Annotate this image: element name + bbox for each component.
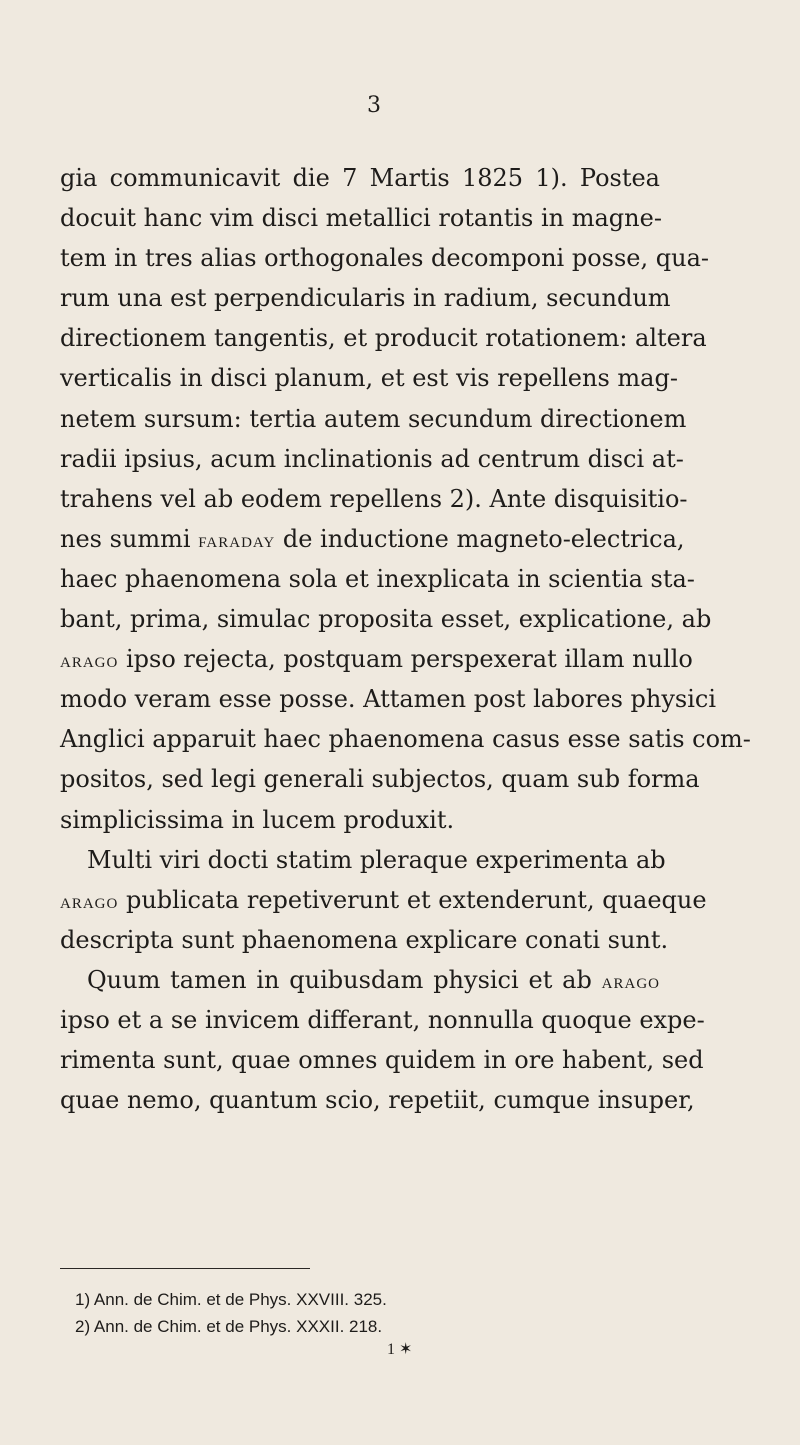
signature-mark: 1 ✶ [387, 1341, 413, 1358]
text-line: docuit hanc vim disci metallici rotantis in magne- [60, 204, 662, 233]
text-line [60, 960, 660, 1000]
footnote: 2) Ann. de Chim. et de Phys. XXXII. 218. [75, 1317, 383, 1336]
footnote-divider [60, 1268, 310, 1269]
text-line: tem in tres alias orthogonales decomponi posse, qua- [60, 244, 709, 273]
body-text [60, 158, 751, 1120]
text-line: modo veram esse posse. Attamen post labores physici [60, 685, 717, 714]
text-line: trahens vel ab eodem repellens 2). Ante disquisitio- [60, 484, 688, 513]
text-line [60, 639, 693, 679]
text-segment: ipso rejecta, postquam perspexerat illam nullo [118, 645, 693, 674]
text-line: rum una est perpendicularis in radium, secundum [60, 284, 671, 313]
text-line: rimenta sunt, quae omnes quidem in ore habent, sed [60, 1046, 704, 1075]
text-line [60, 519, 685, 559]
text-segment: Quum tamen in quibusdam physici et ab [87, 965, 602, 994]
text-line: Multi viri docti statim pleraque experimenta ab [87, 845, 666, 874]
footnote: 1) Ann. de Chim. et de Phys. XXVIII. 325. [75, 1290, 387, 1309]
text-line: bant, prima, simulac proposita esset, explicatione, ab [60, 605, 712, 634]
text-line: Anglici apparuit haec phaenomena casus esse satis com- [60, 725, 751, 754]
page-number: 3 [367, 93, 381, 118]
text-line: positos, sed legi generali subjectos, quam sub forma [60, 765, 700, 794]
author-name-arago: ARAGO [60, 895, 119, 912]
text-line: netem sursum: tertia autem secundum directionem [60, 404, 687, 433]
text-line: descripta sunt phaenomena explicare conati sunt. [60, 925, 669, 954]
text-line: simplicissima in lucem produxit. [60, 805, 455, 834]
text-line [60, 880, 707, 920]
author-name-arago: ARAGO [60, 655, 119, 672]
text-segment: de inductione magneto-electrica, [275, 524, 685, 553]
author-name-arago: ARAGO [601, 975, 660, 992]
text-line: quae nemo, quantum scio, repetiit, cumque insuper, [60, 1086, 695, 1115]
text-segment: publicata repetiverunt et extenderunt, quaeque [118, 885, 707, 914]
text-line: radii ipsius, acum inclinationis ad centrum disci at- [60, 444, 684, 473]
text-line: verticalis in disci planum, et est vis repellens mag- [60, 364, 678, 393]
text-segment: nes summi [60, 524, 199, 553]
text-line: directionem tangentis, et producit rotationem: altera [60, 324, 707, 353]
author-name-faraday: FARADAY [198, 534, 276, 551]
footnotes [75, 1286, 635, 1340]
text-line: gia communicavit die 7 Martis 1825 1). Postea [60, 164, 660, 192]
text-line: haec phaenomena sola et inexplicata in scientia sta- [60, 564, 695, 593]
text-line: ipso et a se invicem differant, nonnulla quoque expe- [60, 1005, 705, 1034]
